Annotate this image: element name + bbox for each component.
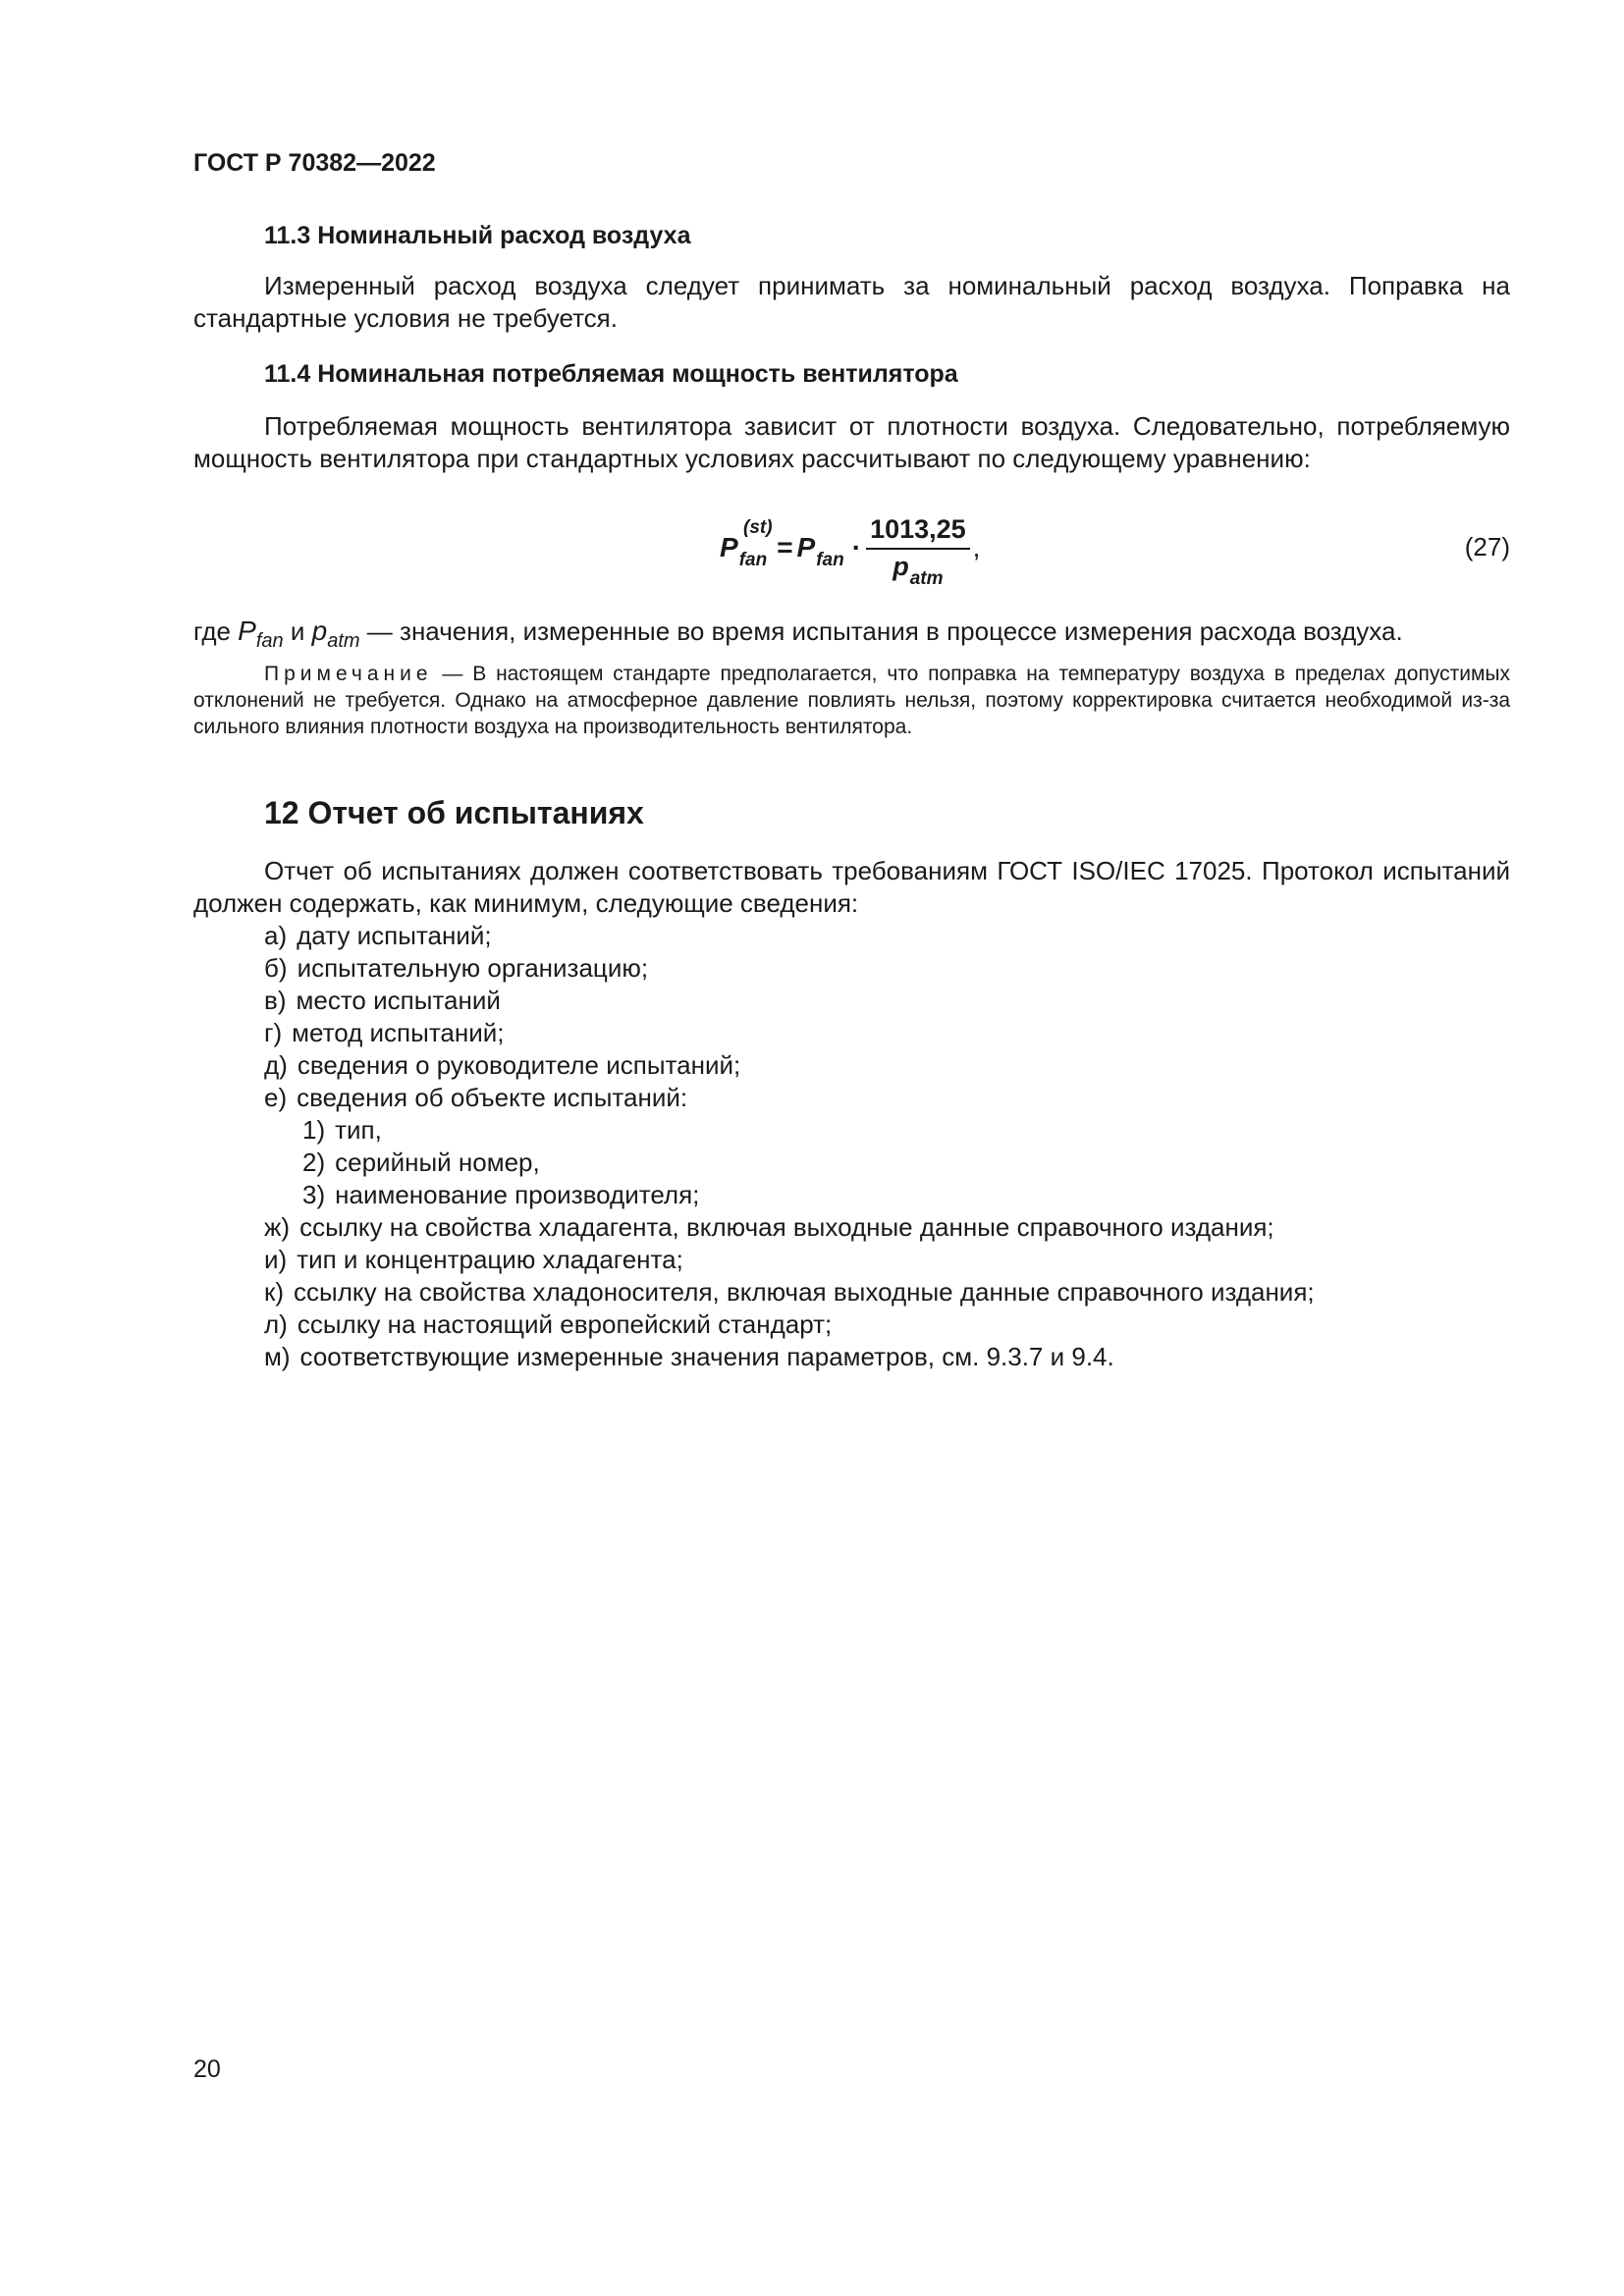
page-body [193,222,1510,1373]
formula-equals: = [777,532,793,562]
list-item: и) тип и концентрацию хладагента; [264,1245,683,1274]
paragraph-12: Отчет об испытаниях должен соответствовать требованиям ГОСТ ISO/IEC 17025. Протокол испытаний должен содержать, как минимум, следующие сведения: [193,856,1510,918]
list-item: б) испытательную организацию; [264,953,649,983]
list-subitem: 2) серийный номер, [302,1148,540,1177]
formula-lhs: P (st) $_{fan}$ [720,517,773,570]
formula-number: (27) [1464,532,1510,561]
formula-where-clause: где $P_{fan}$ и $p_{atm}$ — значения, измеренные во время испытания в процессе измерения расхода воздуха. [193,615,1403,652]
list-item: е) сведения об объекте испытаний: [264,1083,688,1112]
paragraph-11-4: Потребляемая мощность вентилятора зависит от плотности воздуха. Следовательно, потребляемую мощность вентилятора при стандартных условиях рассчитывают по следующему уравнению: [193,411,1510,473]
formula-fraction [866,513,970,589]
heading-11-4: 11.4 Номинальная потребляемая мощность вентилятора [264,360,958,388]
list-item: м) соответствующие измеренные значения параметров, см. 9.3.7 и 9.4. [264,1342,1114,1371]
list-subitem: 1) тип, [302,1115,382,1145]
formula-numerator: 1013,25 [866,514,970,550]
formula-denominator: $p_{atm}$ [893,551,944,589]
heading-11-3: 11.3 Номинальный расход воздуха [264,222,691,249]
formula-comma: , [972,532,981,562]
list-item: г) метод испытаний; [264,1018,505,1047]
page-number: 20 [193,2056,221,2083]
note [193,661,1510,740]
list-item: в) место испытаний [264,986,501,1015]
formula-dot: · [851,532,862,562]
paragraph-11-3: Измеренный расход воздуха следует принимать за номинальный расход воздуха. Поправка на стандартные условия не требуется. [193,271,1510,333]
list-item: к) ссылку на свойства хладоносителя, включая выходные данные справочного издания; [264,1277,1315,1307]
list-subitem: 3) наименование производителя; [302,1180,700,1209]
formula-rhs: $P_{fan}$ [796,532,844,570]
list-item: л) ссылку на настоящий европейский стандарт; [264,1309,833,1339]
list-item: ж) ссылку на свойства хладагента, включая выходные данные справочного издания; [264,1212,1274,1242]
heading-12: 12 Отчет об испытаниях [264,795,644,830]
list-item: а) дату испытаний; [264,921,492,950]
report-contents-list [193,920,1510,1373]
note-label: Примечание [264,663,433,685]
note-text: — В настоящем стандарте предполагается, что поправка на температуру воздуха в пределах допустимых отклонений не требуется. Однако на атмосферное давление повлиять нельзя, поэтому корректировка считается необходимой из-за сильного влияния плотности воздуха на производительность вентилятора. [193,663,1510,738]
document-code: ГОСТ Р 70382—2022 [193,149,436,177]
list-item: д) сведения о руководителе испытаний; [264,1050,741,1080]
formula-27 [193,505,1510,591]
